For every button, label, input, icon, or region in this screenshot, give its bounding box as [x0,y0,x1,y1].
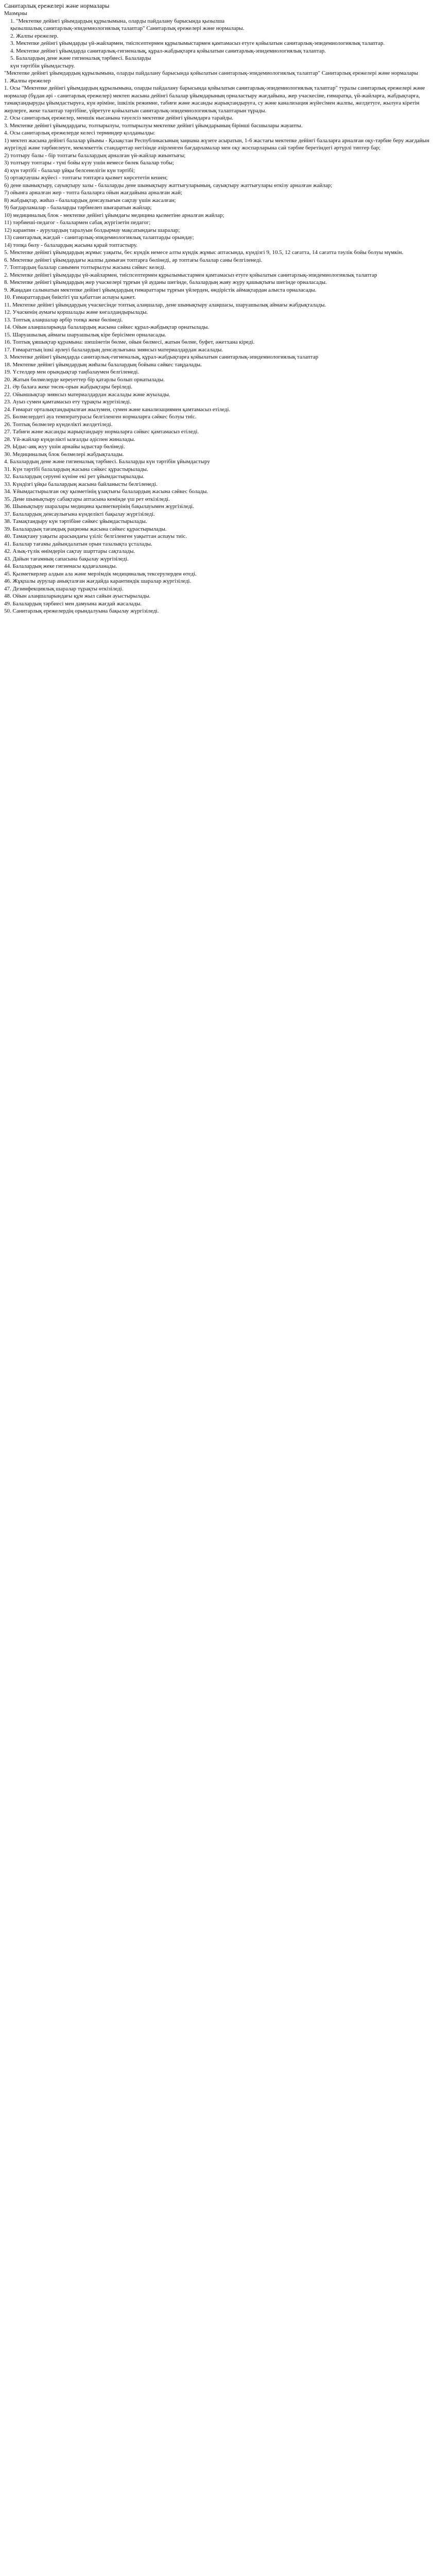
document-paragraph: 1) мектеп жасына дейінгі балалар ұйымы - Қазақстан Республикасының заңнама жүзеге асыратын, 1-6 жастағы мектепке дейінгі балаларға арналған оқу-тәрбие беру жағдайын жүргізуді және тәрбиелеуге, мемлекеттік стандарттар негізінде әзірленген бағдарламалар мен оқу жоспарларына сай тәрбие беретіндегі әртүрлі типтер бар; [4,137,431,151]
document-paragraph: 5. Мектепке дейінгі ұйымдардың жұмыс уақыты, бес күндік немесе алты күндік жұмыс аптасында, күндізгі 9, 10.5, 12 сағатта, 14 сағатта тәулік бойы болуы мүмкін. [4,249,404,256]
document-paragraph: 47. Дезинфекциялық шаралар тұрақты өткізіледі. [4,585,124,592]
document-paragraph: 9. Жаңадан салынатын мектепке дейінгі ұйымдардың ғимараттары тұрғын үйлерден, өндірістік аймақтардан алыста орналасады. [4,286,317,293]
document-paragraph: 25. Бөлмелердегі ауа температурасы белгіленген нормаларға сәйкес болуы тиіс. [4,414,197,420]
document-paragraph: 3. Мектепке дейінгі ұйымдарда санитарлық-гигиеналық, құрал-жабдықтарға қойылатын санитарлық-эпидемиологиялық талаптар [4,354,319,360]
document-paragraph: 3. Мектепке дейінгі ұйымдардағы, толтырылуы, толтырылуы мектепке дейінгі ұйымдарының бірінші басшылары жауапты. [4,122,303,129]
document-paragraph: 33. Күндізгі ұйқы балалардың жасына байланысты белгіленеді. [4,481,158,487]
document-paragraph: 14. Ойын алаңшаларында балалардың жасына сәйкес құрал-жабдықтар орнатылады. [4,324,210,330]
document-paragraph: 39. Балалардың тағамдық рационы жасына сәйкес құрастырылады. [4,526,167,532]
document-paragraph: 3) толтыру топтары - түні бойы күзу ушін немесе бөлек балалар тобы; [4,160,175,166]
document-paragraph: 1. Жалпы ережелер [4,77,51,84]
document-title: Санитарлық ережелері және нормалары [4,2,110,9]
document-paragraph: 8) жабдықтар, жиһаз - балалардың денсаулығын сақтау үшін жасалған; [4,197,176,204]
document-paragraph: 43. Дайын тағамның сапасына бақылау жүргізіледі. [4,555,129,562]
document-paragraph: 7. Топтардың балалар санымен толтырылуы жасына сәйкес келеді. [4,264,166,270]
document-paragraph: 7) ойынға арналған жер - топта балаларға ойын жағдайына арналған жай; [4,190,183,196]
toc-item[interactable]: 5. Балалардың дене және гигиеналық тәрбиесі. Балаларды күн тәртібін ұйымдастыру. [10,55,151,69]
document-paragraph: 35. Дене шынықтыру сабақтары аптасына кемінде үш рет өткізіледі. [4,496,170,502]
document-paragraph: 14) топқа бөлу - балалардың жасына қарай топтастыру. [4,242,138,248]
document-paragraph: 28. Үй-жайлар күнделікті ылғалды әдіспен жиналады. [4,436,135,443]
document-paragraph: 12) карантин - аурулардың таралуын болдырмау мақсатындағы шаралар; [4,227,180,233]
document-paragraph: 46. Жұқпалы аурулар анықталған жағдайда карантиндік шаралар жүргізіледі. [4,578,191,584]
document-body [4,70,431,615]
document-paragraph: 18. Мектепке дейінгі ұйымдардың жиһазы балалардың бойына сәйкес таңдалады. [4,361,202,368]
document-paragraph: 37. Балалардың денсаулығына күнделікті бақылау жүргізіледі. [4,511,155,517]
document-paragraph: 29. Ыдыс-аяқ жуу үшін арнайы ыдыстар бөлінеді. [4,444,125,450]
document-paragraph: 24. Ғимарат орталықтандырылған жылумен, сумен және канализациямен қамтамасыз етіледі. [4,406,231,413]
document-paragraph: 4) күн тәртібі - балалар ұйқы белсенелігін күн тәртібі; [4,167,135,174]
document-paragraph: 31. Күн тәртібі балалардың жасына сәйкес құрастырылады. [4,466,148,472]
table-of-contents [4,18,431,70]
document-paragraph: 11) тәрбиеші-педагог - балалармен сабақ жүргізетін педагог; [4,219,151,226]
document-paragraph: 41. Балалар тағамы дайындалатын орын тазалықта ұсталады. [4,540,152,547]
document-paragraph: 44. Балалардың жеке гигиенасы қадағаланады. [4,563,117,569]
document-paragraph: 50. Санитарлық ережелердің орындалуына бақылау жүргізіледі. [4,608,159,614]
document-paragraph: 21. Әр балаға жеке төсек-орын жабдықтары беріледі. [4,384,133,390]
document-paragraph: 17. Ғимараттың ішкі әрлеуі балалардың денсаулығына зиянсыз материалдардан жасалады. [4,346,223,353]
document-paragraph: 23. Ауыз сумен қамтамасыз ету тұрақты жүргізіледі. [4,399,131,405]
document-paragraph: 1. Осы "Мектепке дейінгі ұйымдардың құрылымына, оларды пайдалану барысында қойылатын санитарлық-эпидемиологиялық талаптар" туралы санитарлық ережелері және нормалар (бұдан әрі - санитарлық ережелер) мектеп жасына дейінгі балалар ұйымдарының орналастыру жағдайына, жер учаскесіне, ғимаратқа, үй-жайларға, жабдықтарға, тамақтандыруды ұйымдастыруға, күн әріміне, ішкілік режимне, табиғи және жасанды жарықтандыруға, су және канализация жүйесімен жалпы, желдетуге, жылуға кіретін жерлерге, жеке талаптар тәртібіне, үйретуге қойылатын санитарлық-эпидемиологиялық талаптарын тұрады. [4,85,427,114]
toc-item[interactable]: 3. Мектепке дейінгі ұйымдарды үй-жайлармен, тиіспсептермен құрылымыстармен қамтамасыз етуге қойылатын санитарлық-эпидемиологиялық талаптар. [10,40,385,46]
document-paragraph: 40. Тамақтану уақыты арасындағы үзіліс белгіленген уақыттан аспауы тиіс. [4,533,187,539]
document-paragraph: 48. Ойын алаңшаларындағы құм жыл сайын ауыстырылады. [4,593,151,599]
document-paragraph: 2. Осы санитарлық ережелер, меншік нысанына тәуелсіз мектепке дейінгі ұйымдарға тарайды. [4,115,234,121]
document-paragraph: 19. Үстелдер мен орындықтар таңбалаумен белгіленеді. [4,369,139,375]
document-paragraph: 38. Тамақтандыру күн тәртібіне сәйкес ұйымдастырылады. [4,518,147,524]
document-paragraph: 5) ортақтаушы жүйесі - топтағы топтарға қызмет көрсететін кешен; [4,175,168,181]
document-paragraph: 42. Азық-түлік өнімдерін сақтау шарттары сақталады. [4,548,135,554]
document-paragraph: 6. Мектепке дейінгі ұйымдардағы жалпы дамыған топтарға бөлінеді, әр топтағы балалар саны белгіленеді. [4,257,263,263]
toc-item[interactable]: 1. "Мектепке дейінгі ұйымдардың құрылымына, оларды пайдалану барысында қызылша қызылшалық санитарлық-эпидемиологиялық талаптар" Санитарлық ережелері және нормалары. [10,18,245,31]
document-paragraph: 36. Шынықтыру шаралары медицина қызметкерінің бақылауымен жүргізіледі. [4,503,194,510]
document-paragraph: 27. Табиғи және жасанды жарықтандыру нормаларға сәйкес қамтамасыз етіледі. [4,429,199,435]
document-paragraph: 2) толтыру балы - бір топтағы балалардың арналған үй-жайлар жиынтығы; [4,152,186,159]
document-paragraph: 45. Қызметкерлер алдын ала және мерзімдік медициналық тексерулерден өтеді. [4,570,197,577]
document-paragraph: 6) дене шынықтыру, сауықтыру залы - балаларды дене шынықтыру жаттығуларының, сауықтыру жаттығулары өткізу арналған жайлар; [4,182,333,189]
document-paragraph: 13. Топтық алаңшалар әрбір топқа жеке бөлінеді. [4,316,123,323]
document-paragraph: 49. Балалардың тәрбиесі мен дамуына жағдай жасалады. [4,600,142,607]
document-paragraph: 12. Учаскенің аумағы қоршалады және көгалдандырылады. [4,309,148,315]
document-paragraph: "Мектепке дейінгі ұйымдардың құрылымына, оларды пайдалану барысында қойылатын санитарлық-эпидемиологиялық талаптар" Санитарлық ережелері және нормалары [4,70,418,76]
document-paragraph: 11. Мектепке дейінгі ұйымдардың учаскесінде топтық алаңшалар, дене шынықтыру алаңшасы, шаруашылық аймағы жабдықталады. [4,301,326,308]
document-paragraph: 22. Ойыншықтар зиянсыз материалдардан жасалады және жуылады. [4,391,170,398]
document-paragraph: 4. Осы санитарлық ережелерде келесі терминдер қолданылды: [4,130,155,136]
document-paragraph: 13) санитарлық жағдай - санитарлық-эпидемиологиялық талаптарды орындау; [4,234,194,241]
document-page [0,0,436,615]
document-paragraph: 15. Шаруашылық аймағы шаруашылық кіре берісімен орналасады. [4,331,166,338]
document-paragraph: 10. Ғимараттардың биіктігі үш қабаттан аспауы қажет. [4,294,136,300]
document-paragraph: 34. Ұйымдастырылған оқу қызметінің ұзақтығы балалардың жасына сәйкес болады. [4,488,208,495]
document-paragraph: 30. Медициналық блок бөлмелері жабдықталады. [4,451,124,457]
document-paragraph: 20. Жатын бөлмелерде кереуеттер бір қатарлы болып орнатылады. [4,376,165,383]
document-paragraph: 16. Топтық ұяшықтар құрамына: шешінетін бөлме, ойын бөлмесі, жатын бөлме, буфет, әжетхана кіреді. [4,339,255,345]
toc-heading: Мазмұны [4,10,27,16]
document-paragraph: 10) медициналық блок - мектепке дейінгі ұйымдағы медицина қызметіне арналған жайлар; [4,212,224,218]
document-paragraph: 26. Топтық бөлмелер күнделікті желдетіледі. [4,421,113,428]
document-paragraph: 2. Мектепке дейінгі ұйымдарды үй-жайлармен, тиіспсептермен құрылымыстармен қамтамасыз етуге қойылатын санитарлық-эпидемиологиялық талаптар [4,272,377,278]
document-paragraph: 8. Мектепке дейінгі ұйымдардың жер учаскелері тұрғын үй ауданы шегінде, балалардың жаяу жүру қашықтығы шегінде орналасады. [4,279,327,285]
document-paragraph: 4. Балалардың дене және гигиеналық тәрбиесі. Балаларды күн тәртібін ұйымдастыру [4,459,210,465]
document-paragraph: 32. Балалардың серуені күніне екі рет ұйымдастырылады. [4,473,145,480]
toc-item[interactable]: 4. Мектепке дейінгі ұйымдарда санитарлық-гигиеналық, құрал-жабдықтарға қойылатын санитарлық-эпидемиологиялық талаптар. [10,47,326,54]
toc-item[interactable]: 2. Жалпы ережелер. [10,32,59,39]
document-paragraph: 9) бағдарламалар - балаларды тәрбиелеп шығаратын жайлар; [4,205,152,211]
